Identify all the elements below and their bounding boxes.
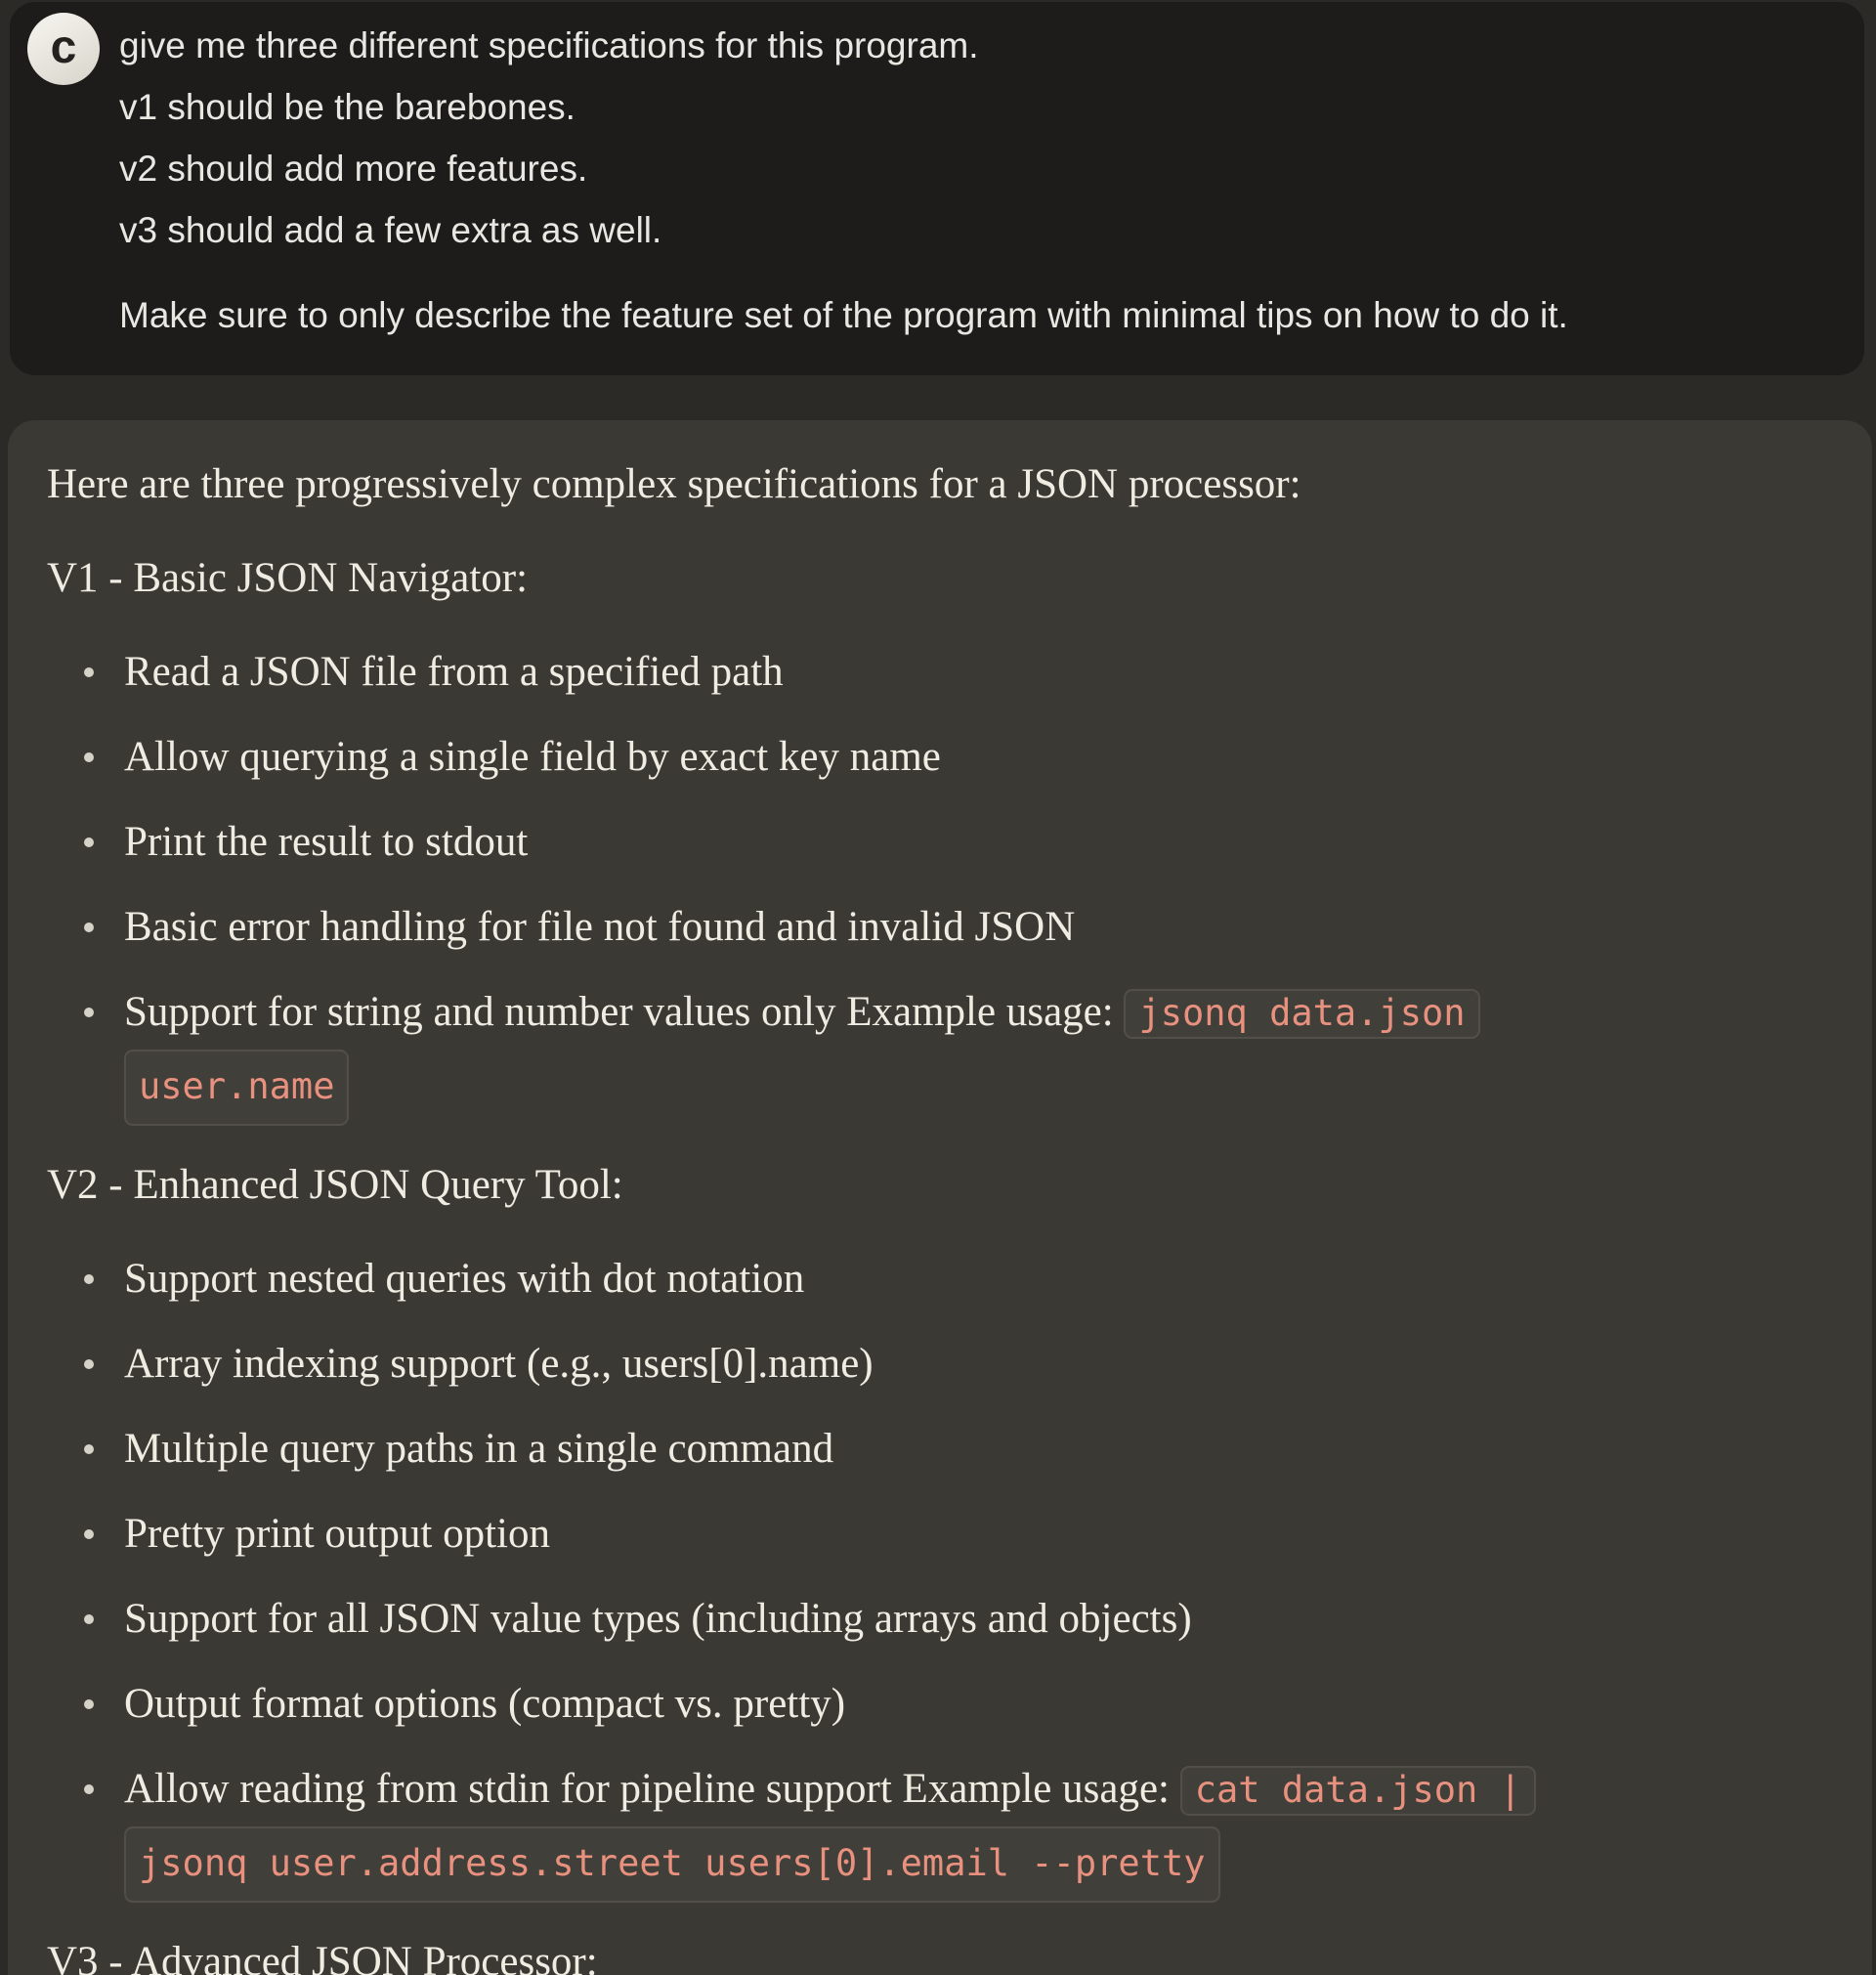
bullet-text: Support for all JSON value types (including arrays and objects) — [124, 1596, 1192, 1642]
user-message-text — [119, 15, 1806, 346]
assistant-message-bubble — [8, 420, 1872, 1975]
bullet-text: Support for string and number values only Example usage: — [124, 989, 1114, 1035]
bullet-text: Print the result to stdout — [124, 819, 529, 865]
inline-code-span: user.name — [124, 1050, 349, 1126]
assistant-intro: Here are three progressively complex specifications for a JSON processor: — [47, 461, 1301, 507]
user-message-bubble — [10, 2, 1864, 375]
bullet-item — [124, 978, 1829, 1126]
bullet-text: Read a JSON file from a specified path — [124, 649, 784, 695]
user-message-line: v2 should add more features. — [119, 149, 588, 189]
v1-bullet-list — [47, 638, 1829, 1126]
inline-code-span: cat data.json | — [1180, 1766, 1536, 1816]
section-heading-v3: V3 - Advanced JSON Processor: — [47, 1939, 598, 1975]
user-avatar-letter: c — [50, 21, 77, 73]
bullet-text: Support nested queries with dot notation — [124, 1256, 805, 1302]
bullet-item — [124, 1670, 1829, 1739]
inline-code-span: jsonq data.json — [1124, 989, 1479, 1039]
bullet-item — [124, 723, 1829, 792]
bullet-text: Multiple query paths in a single command — [124, 1426, 834, 1472]
bullet-item — [124, 1500, 1829, 1568]
v2-bullet-list — [47, 1245, 1829, 1903]
user-message-line: v3 should add a few extra as well. — [119, 210, 662, 250]
user-message-line: give me three different specifications for this program. — [119, 25, 979, 65]
section-heading-v1: V1 - Basic JSON Navigator: — [47, 555, 529, 601]
inline-code-span: jsonq user.address.street users[0].email --pretty — [124, 1826, 1220, 1903]
bullet-item — [124, 638, 1829, 707]
bullet-item — [124, 1755, 1829, 1903]
bullet-item — [124, 1330, 1829, 1398]
user-avatar — [27, 13, 100, 85]
bullet-item — [124, 1245, 1829, 1313]
bullet-item — [124, 1585, 1829, 1653]
bullet-text: Output format options (compact vs. pretty) — [124, 1681, 846, 1727]
bullet-text: Allow querying a single field by exact key name — [124, 734, 941, 780]
bullet-text: Array indexing support (e.g., users[0].name) — [124, 1341, 874, 1387]
bullet-text: Allow reading from stdin for pipeline support Example usage: — [124, 1766, 1170, 1812]
section-heading-v2: V2 - Enhanced JSON Query Tool: — [47, 1162, 623, 1208]
bullet-item — [124, 1415, 1829, 1483]
bullet-text: Pretty print output option — [124, 1511, 550, 1557]
bullet-text: Basic error handling for file not found and invalid JSON — [124, 904, 1076, 950]
bullet-item — [124, 893, 1829, 962]
user-message-line: v1 should be the barebones. — [119, 87, 576, 127]
bullet-item — [124, 808, 1829, 877]
user-message-closing: Make sure to only describe the feature set of the program with minimal tips on how to do it. — [119, 295, 1568, 335]
